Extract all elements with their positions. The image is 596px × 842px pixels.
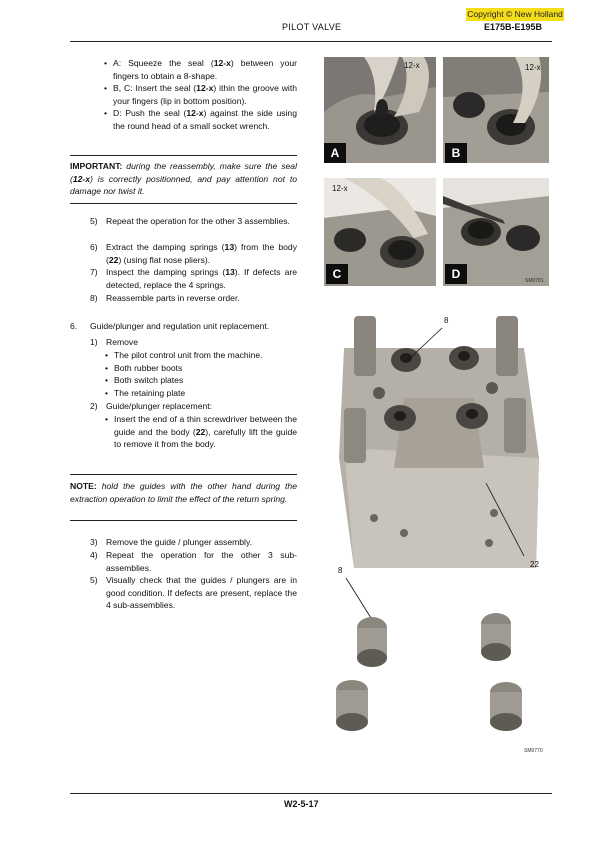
step-text: Visually check that the guides / plungers are in good condition. If defects are present, replace the 4 sub-assemblies. <box>106 575 297 611</box>
list-item: • The pilot control unit from the machine. <box>114 349 297 362</box>
step-number: 2) <box>90 401 98 411</box>
step-text: Extract the damping springs (13) from the body (22) (using flat nose pliers). <box>106 242 297 265</box>
step-number: 7) <box>90 267 98 277</box>
figure-code-top: SM0781 <box>525 278 544 284</box>
important-bottom-rule <box>70 203 297 204</box>
photo-b <box>443 57 549 163</box>
step-text: Repeat the operation for the other 3 sub-assemblies. <box>106 550 297 573</box>
step-text: Reassemble parts in reverse order. <box>106 293 240 303</box>
seal-step-a: • A: Squeeze the seal (12-x) between your fingers to obtain a 8-shape. <box>113 57 297 82</box>
seal-step-d: • D: Push the seal (12-x) against the side using the round head of a small socket wrench. <box>113 107 297 132</box>
photo-d <box>443 178 549 286</box>
section-title: Guide/plunger and regulation unit replacement. <box>90 321 270 331</box>
step-text: Repeat the operation for the other 3 assemblies. <box>106 216 290 226</box>
step-number: 8) <box>90 293 98 303</box>
step-number: 5) <box>90 216 98 226</box>
important-label: IMPORTANT: <box>70 161 123 171</box>
step-number: 1) <box>90 337 98 347</box>
list-item: • Both switch plates <box>114 374 297 387</box>
photo-c <box>324 178 436 286</box>
step-text: Inspect the damping springs (13). If defects are detected, replace the 4 springs. <box>106 267 297 290</box>
note-label: NOTE: <box>70 481 97 491</box>
callout-seal: 12-x <box>404 61 420 70</box>
page-number: W2-5-17 <box>284 799 319 809</box>
figure-code-bottom: SM0770 <box>524 748 543 754</box>
step-number: 4) <box>90 550 98 560</box>
callout-seal: 12-x <box>525 63 541 72</box>
note: NOTE: hold the guides with the other hand during the extraction operation to limit the effect of the return spring. <box>70 481 297 504</box>
seal-step-list <box>113 57 297 133</box>
page-header-title: PILOT VALVE <box>282 22 342 32</box>
replace-heading: Guide/plunger replacement: <box>106 401 213 411</box>
important-note: IMPORTANT: during the reassembly, make sure the seal (12-x) is correctly positionned, and pay attention not to damage nor twist it. <box>70 161 297 197</box>
photo-a <box>324 57 436 163</box>
photo-label-d: D <box>445 264 467 284</box>
figure-guide-assembly <box>324 308 550 756</box>
callout-8-top: 8 <box>444 316 449 325</box>
list-item: • Both rubber boots <box>114 362 297 375</box>
callout-8-bottom: 8 <box>338 566 343 575</box>
note-top-rule <box>70 474 297 475</box>
photo-label-a: A <box>324 143 346 163</box>
step-number: 6) <box>90 242 98 252</box>
seal-step-bc: • B, C: Insert the seal (12-x) ithin the groove with your fingers (lip in bottom position). <box>113 82 297 107</box>
list-item: • The retaining plate <box>114 387 297 400</box>
photo-label-c: C <box>326 264 348 284</box>
note-bottom-rule <box>70 520 297 521</box>
copyright-badge: Copyright © New Holland <box>467 9 563 19</box>
footer-rule <box>70 793 552 794</box>
header-rule <box>70 41 552 42</box>
remove-heading: Remove <box>106 337 138 347</box>
step-number: 5) <box>90 575 98 585</box>
page-header-model: E175B-E195B <box>484 22 543 32</box>
important-top-rule <box>70 155 297 156</box>
callout-22: 22 <box>530 560 539 569</box>
valve-body-illustration <box>324 308 550 756</box>
photo-label-b: B <box>445 143 467 163</box>
remove-list <box>114 349 297 399</box>
step-text: Remove the guide / plunger assembly. <box>106 537 253 547</box>
callout-seal: 12-x <box>332 184 348 193</box>
step-number: 3) <box>90 537 98 547</box>
replace-instruction: • Insert the end of a thin screwdriver between the guide and the body (22), carefully lift the guide to remove it from the body. <box>114 413 297 451</box>
section-number: 6. <box>70 321 78 331</box>
